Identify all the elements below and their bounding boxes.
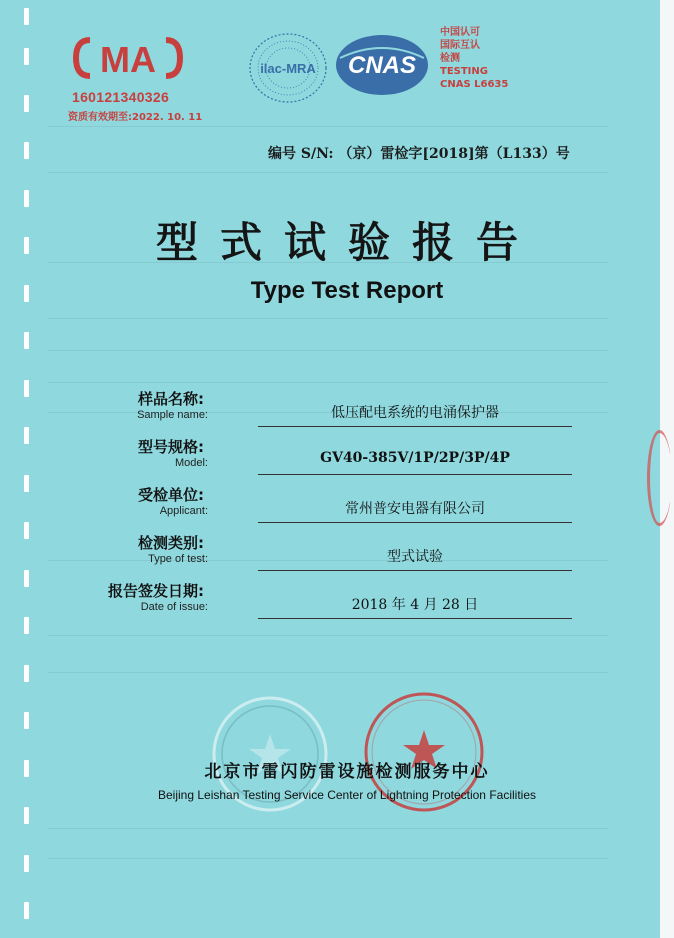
punch-mark bbox=[24, 712, 29, 729]
field-date-of-issue bbox=[0, 580, 674, 630]
punch-mark bbox=[24, 95, 29, 112]
cma-logo bbox=[72, 36, 184, 80]
field-label-en: Type of test: bbox=[148, 553, 208, 565]
field-underline bbox=[258, 618, 572, 619]
field-value: 常州普安电器有限公司 bbox=[345, 501, 485, 517]
field-model bbox=[0, 436, 674, 486]
cnas-info-line: 检测 bbox=[440, 53, 460, 64]
field-value: 低压配电系统的电涌保护器 bbox=[331, 405, 499, 421]
show-through bbox=[48, 828, 608, 829]
show-through bbox=[48, 350, 608, 351]
cnas-info-line: CNAS L6635 bbox=[440, 79, 509, 90]
issuer-name-english: Beijing Leishan Testing Service Center of Lightning Protection Facilities bbox=[158, 788, 536, 802]
issuer-name-chinese: 北京市雷闪防雷设施检测服务中心 bbox=[204, 762, 490, 782]
field-label-cn: 检测类别: bbox=[138, 534, 204, 552]
field-label-cn: 报告签发日期: bbox=[108, 582, 204, 600]
show-through bbox=[48, 318, 608, 319]
show-through bbox=[48, 672, 608, 673]
field-label-en: Date of issue: bbox=[140, 601, 208, 613]
field-label-cn: 样品名称: bbox=[138, 390, 204, 408]
cma-mark-text: MA bbox=[100, 39, 156, 80]
ilac-label: ilac-MRA bbox=[260, 61, 316, 76]
field-label-en: Model: bbox=[174, 457, 208, 469]
punch-mark bbox=[24, 190, 29, 207]
field-label-cn: 受检单位: bbox=[138, 486, 204, 504]
report-title-english: Type Test Report bbox=[250, 277, 444, 304]
field-sample-name bbox=[0, 388, 674, 438]
cma-validity: 资质有效期至:2022. 10. 11 bbox=[68, 112, 203, 123]
field-underline bbox=[258, 522, 572, 523]
cnas-info-line: 国际互认 bbox=[440, 40, 480, 51]
show-through bbox=[48, 635, 608, 636]
ilac-mra-logo bbox=[246, 30, 330, 106]
field-label-en: Sample name: bbox=[137, 409, 208, 421]
field-label-cn: 型号规格: bbox=[138, 438, 204, 456]
field-underline bbox=[258, 474, 572, 475]
cnas-accreditation-text bbox=[440, 26, 508, 91]
field-applicant bbox=[0, 484, 674, 534]
cnas-info-line: 中国认可 bbox=[440, 27, 480, 38]
show-through bbox=[48, 858, 608, 859]
punch-mark bbox=[24, 48, 29, 65]
cnas-label: CNAS bbox=[347, 52, 417, 79]
report-title-chinese: 型式试验报告 bbox=[155, 218, 540, 267]
field-underline bbox=[258, 570, 572, 571]
punch-mark bbox=[24, 142, 29, 159]
cma-number: 160121340326 bbox=[72, 89, 170, 105]
show-through bbox=[48, 126, 608, 127]
show-through bbox=[48, 382, 608, 383]
field-underline bbox=[258, 426, 572, 427]
punch-mark bbox=[24, 332, 29, 349]
serial-number: 编号 S/N: （京）雷检字[2018]第（L133）号 bbox=[268, 146, 570, 162]
cnas-info-line: TESTING bbox=[440, 66, 488, 77]
field-value: GV40-385V/1P/2P/3P/4P bbox=[320, 450, 510, 466]
punch-mark bbox=[24, 8, 29, 25]
punch-mark bbox=[24, 902, 29, 919]
punch-mark bbox=[24, 855, 29, 872]
punch-mark bbox=[24, 665, 29, 682]
field-type-of-test bbox=[0, 532, 674, 582]
field-label-en: Applicant: bbox=[159, 505, 208, 517]
field-value: 型式试验 bbox=[387, 549, 443, 565]
cnas-logo bbox=[334, 30, 430, 100]
punch-mark bbox=[24, 807, 29, 824]
show-through bbox=[48, 172, 608, 173]
field-value: 2018 年 4 月 28 日 bbox=[351, 597, 479, 613]
